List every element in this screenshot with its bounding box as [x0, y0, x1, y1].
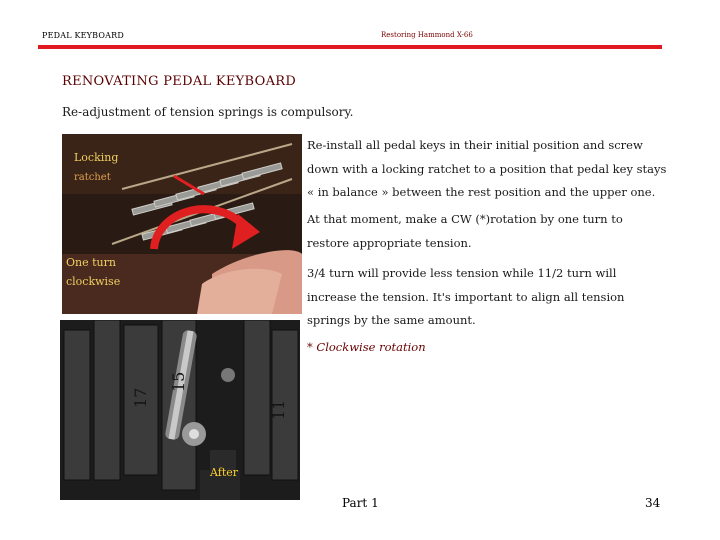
instruction-paragraph-1: Re-install all pedal keys in their initial position and screw down with a locking ratchet to a position that pedal key stays « in balance » between the rest position and the upper one. [307, 138, 667, 199]
header-left-title: PEDAL KEYBOARD [42, 31, 124, 40]
footnote: * Clockwise rotation [307, 340, 426, 354]
instruction-paragraph-3: 3/4 turn will provide less tension while 11/2 turn will increase the tension. It's important to align all tension springs by the same amount. [307, 266, 625, 327]
pedal-key-number: 15 [169, 371, 188, 392]
slide-title: RENOVATING PEDAL KEYBOARD [62, 74, 297, 89]
clockwise-label: clockwise [66, 275, 121, 288]
after-label: After [210, 466, 239, 479]
locking-label: Locking [74, 151, 119, 164]
page-number: 34 [645, 496, 661, 510]
footer-part-label: Part 1 [342, 496, 379, 510]
slide-subtitle: Re-adjustment of tension springs is compulsory. [62, 105, 354, 119]
pedal-key-number: 17 [131, 387, 150, 408]
one-turn-label: One turn [66, 256, 116, 269]
header-right-title: Restoring Hammond X-66 [381, 31, 473, 39]
header-rule [38, 45, 662, 49]
ratchet-label: ratchet [74, 172, 111, 183]
pedal-key-number: 11 [269, 399, 288, 420]
instruction-paragraph-2: At that moment, make a CW (*)rotation by one turn to restore appropriate tension. [307, 212, 623, 250]
pedal-after-photo [60, 320, 300, 500]
